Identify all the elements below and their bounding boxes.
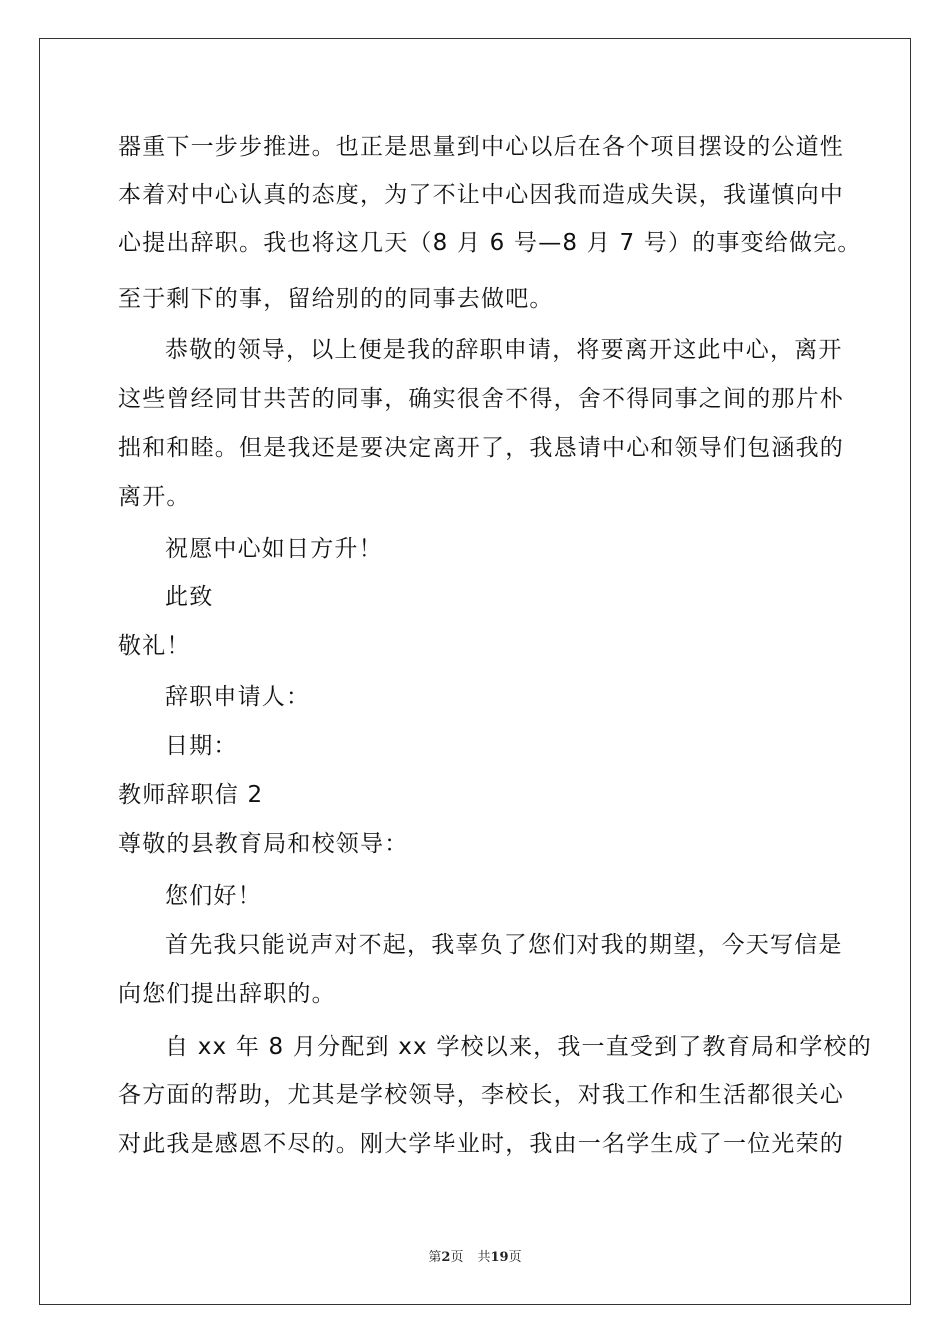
applicant-label: 辞职申请人： [165, 684, 311, 710]
text-line: 器重下一步步推进。也正是思量到中心以后在各个项目摆设的公道性 [118, 134, 844, 160]
paragraph-start: 首先我只能说声对不起，我辜负了您们对我的期望，今天写信是 [165, 932, 843, 958]
text-line: 向您们提出辞职的。 [118, 981, 336, 1007]
text-line: 拙和和睦。但是我还是要决定离开了，我恳请中心和领导们包涵我的 [118, 435, 844, 461]
text-line: 这些曾经同甘共苦的同事，确实很舍不得，舍不得同事之间的那片朴 [118, 386, 844, 412]
text-line: 各方面的帮助，尤其是学校领导，李校长，对我工作和生活都很关心 [118, 1082, 844, 1108]
text-line: 对此我是感恩不尽的。刚大学毕业时，我由一名学生成了一位光荣的 [118, 1131, 844, 1157]
footer-page-number: 2 [441, 1250, 451, 1265]
paragraph-start: 恭敬的领导，以上便是我的辞职申请，将要离开这此中心，离开 [165, 337, 843, 363]
section-title: 教师辞职信 2 [118, 782, 264, 808]
footer-total-prefix: 共 [477, 1250, 491, 1265]
closing-wish: 祝愿中心如日方升！ [165, 536, 383, 562]
text-line: 至于剩下的事，留给别的的同事去做吧。 [118, 286, 554, 312]
text-line: 本着对中心认真的态度，为了不让中心因我而造成失误，我谨慎向中 [118, 182, 844, 208]
footer-page-prefix: 第 [428, 1250, 442, 1265]
footer-page-suffix: 页 [450, 1250, 464, 1265]
letter-greeting: 尊敬的县教育局和校领导： [118, 831, 409, 857]
page-footer [0, 1246, 950, 1265]
footer-total-suffix: 页 [508, 1250, 522, 1265]
greeting-hello: 您们好！ [165, 883, 262, 909]
footer-total-number: 19 [490, 1250, 509, 1265]
salutation-cizhi: 此致 [165, 584, 214, 610]
salutation-jingli: 敬礼！ [118, 633, 191, 659]
date-label: 日期： [165, 733, 238, 759]
paragraph-start: 自 xx 年 8 月分配到 xx 学校以来，我一直受到了教育局和学校的 [165, 1034, 872, 1060]
text-line: 离开。 [118, 484, 191, 510]
text-line: 心提出辞职。我也将这几天（8 月 6 号—8 月 7 号）的事变给做完。 [118, 230, 862, 256]
